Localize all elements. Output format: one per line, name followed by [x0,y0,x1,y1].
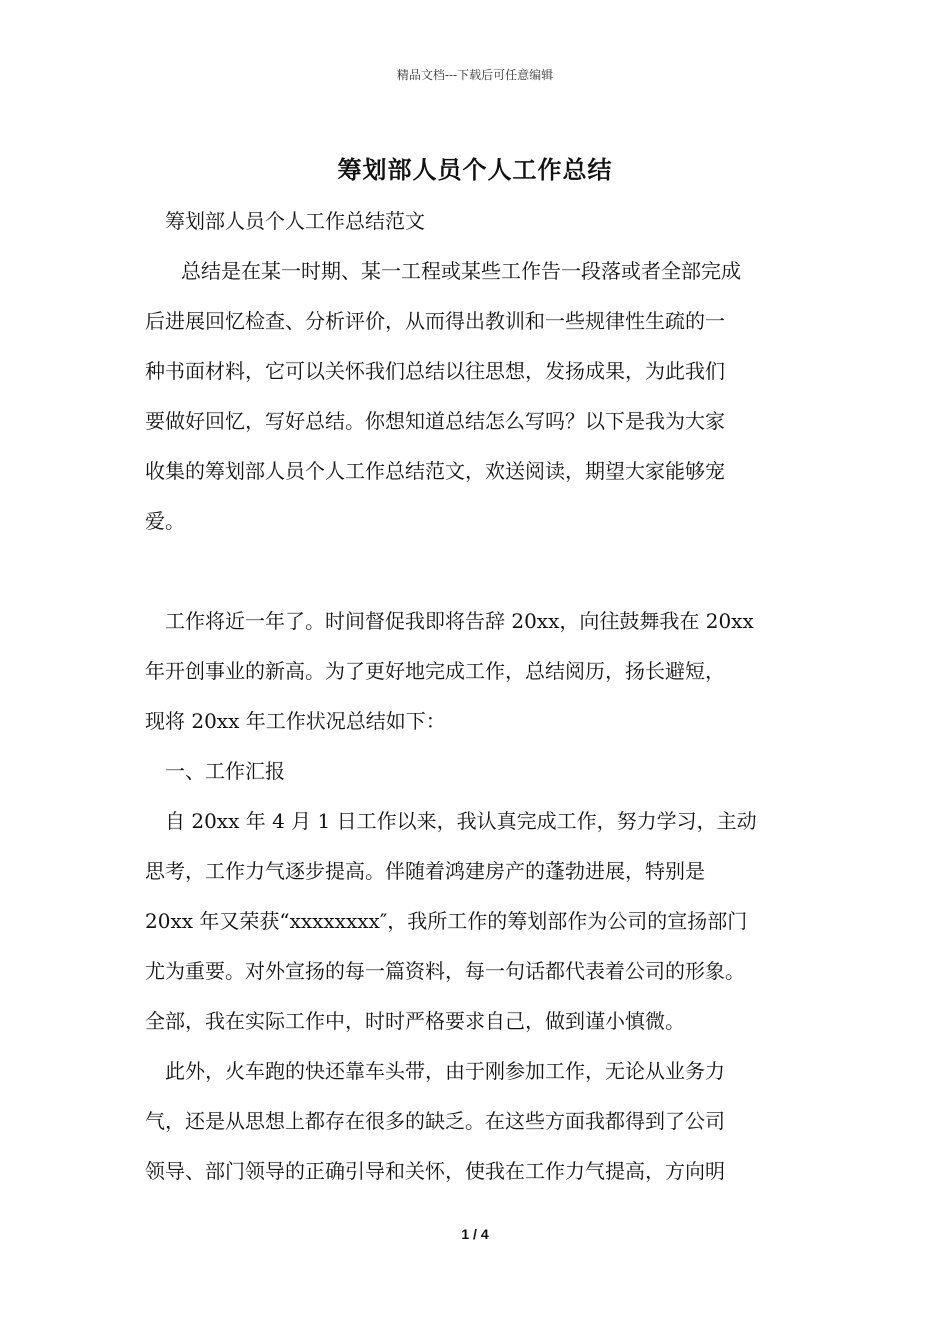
page-number: 1 / 4 [461,1226,489,1242]
paragraph-1-line: 年开创事业的新高。为了更好地完成工作，总结阅历，扬长避短， [145,659,725,683]
paragraph-2 [145,796,817,1046]
paragraph-2-line: 尤为重要。对外宣扬的每一篇资料，每一句话都代表着公司的形象。 [145,959,745,983]
intro-line: 种书面材料，它可以关怀我们总结以往思想，发扬成果，为此我们 [145,359,725,383]
paragraph-2-line: 思考，工作力气逐步提高。伴随着鸿建房产的蓬勃进展，特别是 [145,859,705,883]
paragraph-2-line: 20xx 年又荣获“xxxxxxxx″，我所工作的筹划部作为公司的宣扬部门 [145,909,748,933]
paragraph-2-line: 自 20xx 年 4 月 1 日工作以来，我认真完成工作，努力学习，主动 [165,809,757,833]
intro-paragraph [145,246,817,546]
intro-line: 后进展回忆检查、分析评价，从而得出教训和一些规律性生疏的一 [145,309,725,333]
document-title: 筹划部人员个人工作总结 [337,155,613,184]
header-note: 精品文档---下载后可任意编辑 [396,68,554,82]
intro-line: 收集的筹划部人员个人工作总结范文，欢送阅读，期望大家能够宠 [145,459,725,483]
blank-line [145,546,817,596]
intro-line: 要做好回忆，写好总结。你想知道总结怎么写吗？以下是我为大家 [145,409,725,433]
section-1-heading [145,746,817,796]
subtitle-paragraph [145,196,817,246]
paragraph-1 [145,596,817,746]
section-1-heading-text: 一、工作汇报 [165,759,285,783]
paragraph-2-line: 全部，我在实际工作中，时时严格要求自己，做到谨小慎微。 [145,1009,685,1033]
paragraph-3 [145,1046,817,1196]
intro-line: 总结是在某一时期、某一工程或某些工作告一段落或者全部完成 [181,259,741,283]
paragraph-3-line: 此外，火车跑的快还靠车头带，由于刚参加工作，无论从业务力 [165,1059,725,1083]
paragraph-3-line: 气，还是从思想上都存在很多的缺乏。在这些方面我都得到了公司 [145,1109,725,1133]
paragraph-1-line: 工作将近一年了。时间督促我即将告辞 20xx，向往鼓舞我在 20xx [165,609,754,633]
paragraph-3-line: 领导、部门领导的正确引导和关怀，使我在工作力气提高，方向明 [145,1159,725,1183]
document-body [145,196,817,1196]
intro-line: 爱。 [145,509,185,533]
paragraph-1-line: 现将 20xx 年工作状况总结如下： [145,709,446,733]
subtitle-line: 筹划部人员个人工作总结范文 [165,209,425,233]
